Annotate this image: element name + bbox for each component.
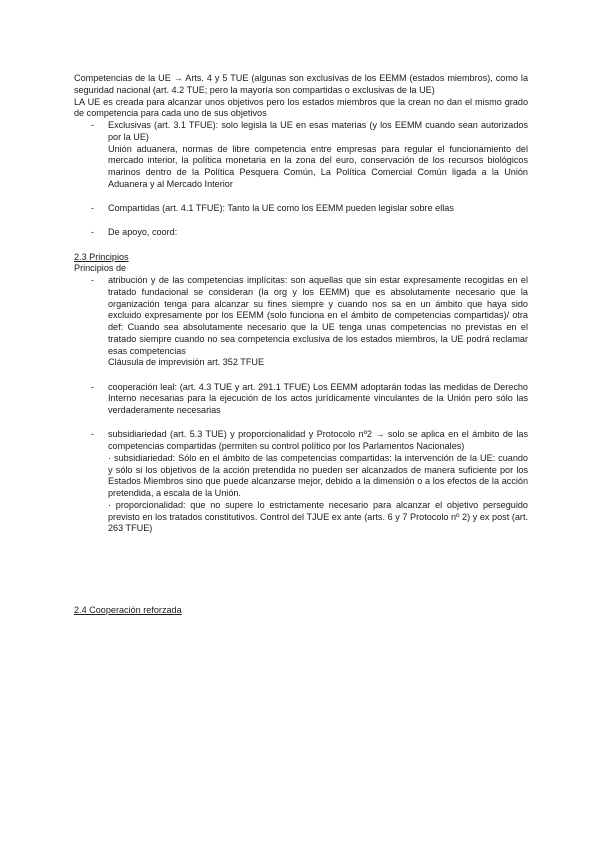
list-item-cooperacion-leal <box>74 382 528 417</box>
proporcionalidad-sub: · proporcionalidad: que no supere lo estrictamente necesario para alcanzar el objetivo perseguido previsto en los tratados constitutivos. Control del TJUE ex ante (arts. 6 y 7 Protocolo nº 2) y ex post (art. 263 TFUE) <box>108 499 528 534</box>
intro-objetivos-paragraph: LA UE es creada para alcanzar unos objetivos pero los estados miembros que la crean no dan el mismo grado de competencia para cada uno de sus objetivos <box>74 96 528 119</box>
list-dash: - <box>91 429 95 440</box>
subsidiariedad-sub: · subsidiariedad: Sólo en el ámbito de las competencias compartidas: la intervención de la UE: cuando y sólo si los objetivos de la acción pretendida no pueden ser alcanzados de manera suficiente por los Estados Miembros sino que puede alcanzarse mejor, debido a la dimensión o a los efectos de la acción pretendida, a escala de la Unión. <box>108 452 528 498</box>
intro-competencias-paragraph: Competencias de la UE → Arts. 4 y 5 TUE (algunas son exclusivas de los EEMM (estados miembros), como la seguridad nacional (art. 4.2 TUE; pero la mayoría son compartidas o exclusivas de la UE) <box>74 73 528 95</box>
list-dash: - <box>91 275 95 285</box>
section-heading-cooperacion-reforzada: 2.4 Cooperación reforzada <box>74 605 182 615</box>
compartidas-text: Compartidas (art. 4.1 TFUE): Tanto la UE como los EEMM pueden legislar sobre ellas <box>108 203 454 213</box>
exclusivas-text: Exclusivas (art. 3.1 TFUE): solo legisla la UE en esas materias (y los EEMM cuando sean autorizados por la UE) <box>108 120 528 142</box>
principios-subheading: Principios de <box>74 263 127 274</box>
clausula-imprevision: Cláusula de imprevisión art. 352 TFUE <box>108 357 265 368</box>
list-item-subsidiariedad <box>74 429 528 535</box>
list-item-exclusivas <box>74 120 528 191</box>
list-item-apoyo <box>74 227 528 239</box>
list-dash: - <box>91 203 95 213</box>
list-dash: - <box>91 120 95 130</box>
cooperacion-leal-text: cooperación leal: (art. 4.3 TUE y art. 291.1 TFUE) Los EEMM adoptarán todas las medidas de Derecho Interno necesarias para la ejecución de los actos jurídicamente vinculantes de la Unión pero sólo las verdaderamente necesarias <box>108 381 528 415</box>
exclusivas-detail: Unión aduanera, normas de libre competencia entre empresas para regular el funcionamiento del mercado interior, la política monetaria en la zona del euro, conservación de los recursos biológicos marinos dentro de la Política Pesquera Común, La Política Comercial Común ligada a la Unión Aduanera y al Mercado Interior <box>108 143 528 189</box>
subsidiariedad-text: subsidiariedad (art. 5.3 TUE) y proporcionalidad y Protocolo nº2 → solo se aplica en el ámbito de las competencias compartidas (permiten su control político por los Parlamentos Nacionales) <box>108 429 528 451</box>
document-content <box>74 73 528 617</box>
list-item-compartidas <box>74 203 528 215</box>
atribucion-text: atribución y de las competencias implícitas: son aquellas que sin estar expresamente recogidas en el tratado fundacional se consideran (la org y los EEMM) que es absolutamente necesario que la organización tenga para alcanzar su fines siempre y cuando nos sa en un ámbito que haya sido excluido expresamente por los EEMM (solo funciona en el ámbito de competencias compartidas)/ otra def: Cuando sea absolutamente necesario que la UE tenga unas competencias no previstas en el tratado siempre cuando no sea competencia exclusiva de los estados miembros, la UE podrá reclamar esas competencias <box>108 275 528 356</box>
apoyo-text: De apoyo, coord: <box>108 227 178 238</box>
section-heading-principios: 2.3 Principios <box>74 251 129 262</box>
list-item-atribucion <box>74 275 528 369</box>
list-dash: - <box>91 381 95 392</box>
list-dash: - <box>91 227 95 238</box>
